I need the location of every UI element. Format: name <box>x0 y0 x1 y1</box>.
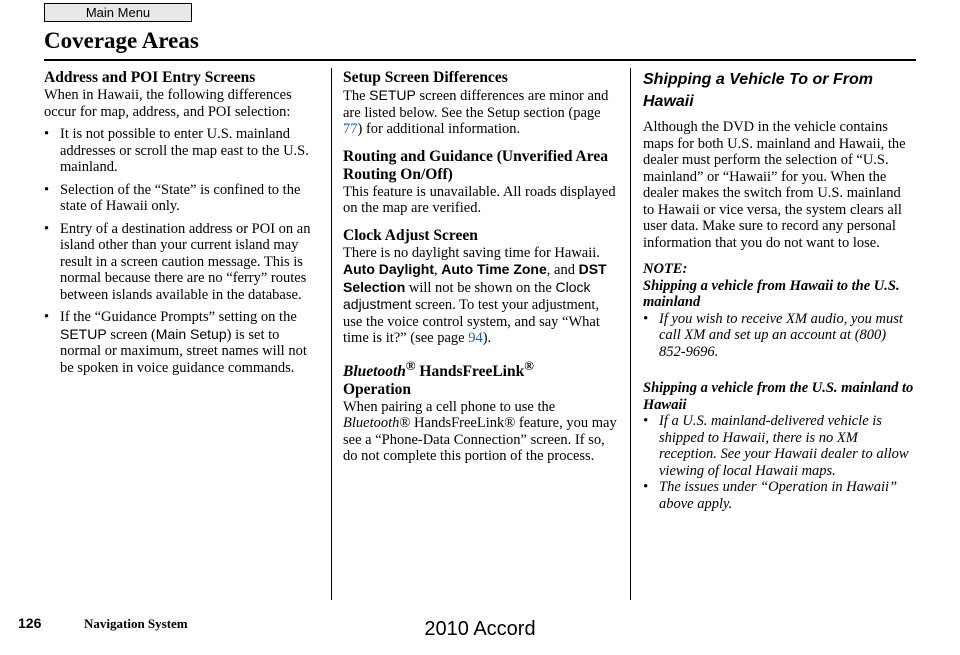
setup-diff-text <box>343 87 618 138</box>
text: , and <box>546 262 579 278</box>
text: The <box>343 88 370 104</box>
section-heading-address-poi: Address and POI Entry Screens <box>44 69 256 86</box>
section-label: Navigation System <box>84 616 188 631</box>
dst-selection-term: DST Selection <box>343 261 607 295</box>
registered-mark: ® <box>524 357 534 373</box>
note-subheading: Shipping a vehicle from Hawaii to the U.S. mainland <box>643 277 900 310</box>
list-item: • Entry of a destination address or POI on an island other than your current island may result in a screen caution message. This is normal because there are no “ferry” routes between islands available in the database. <box>44 221 319 304</box>
auto-daylight-term: Auto Daylight <box>343 261 434 277</box>
note-subheading: Shipping a vehicle from the U.S. mainland to Hawaii <box>643 380 914 413</box>
model-label: 2010 Accord <box>424 618 536 640</box>
auto-time-zone-term: Auto Time Zone <box>441 261 547 277</box>
text: screen. To test your adjustment, use the voice control system, and say “What time is it?” (see page <box>343 297 600 346</box>
clock-adjustment-term: Clock adjustment <box>343 278 591 312</box>
main-menu-button[interactable]: Main Menu <box>44 3 192 22</box>
text: ) is set to normal or maximum, street names will not be spoken in voice guidance commands. <box>60 326 307 376</box>
registered-mark: ® <box>405 357 416 373</box>
page-number: 126 <box>18 615 42 631</box>
text: ). <box>482 330 492 346</box>
text: ) for additional information. <box>357 121 521 137</box>
section-heading-bluetooth <box>343 357 618 399</box>
section-heading-routing: Routing and Guidance (Unverified Area Routing On/Off) <box>343 147 608 183</box>
bluetooth-term: Bluetooth <box>343 362 406 380</box>
text: HandsFreeLink <box>415 362 525 380</box>
text: ® HandsFreeLink® feature, you may see a “Phone-Data Connection” screen. If so, do not complete this portion of the process. <box>343 415 617 465</box>
column-left <box>44 69 319 376</box>
list-item: • If you wish to receive XM audio, you must call XM and set up an account at (800) 852-9696. <box>643 311 915 361</box>
address-poi-list <box>44 126 319 376</box>
page-link-94[interactable]: 94 <box>468 330 483 346</box>
text: will not be shown on the <box>405 279 556 296</box>
page-title: Coverage Areas <box>44 28 199 53</box>
note-list <box>643 311 915 361</box>
routing-text: This feature is unavailable. All roads displayed on the map are verified. <box>343 183 616 216</box>
list-item: • If a U.S. mainland-delivered vehicle is shipped to Hawaii, there is no XM reception. See your Hawaii dealer to allow viewing of local Hawaii maps. <box>643 413 915 479</box>
shipping-text: Although the DVD in the vehicle contains maps for both U.S. mainland and Hawaii, the dealer must perform the selection of “U.S. mainland” or “Hawaii” for you. When the dealer makes the switch from U.S. mainland to Hawaii or vice versa, the system clears all user data. Make sure to record any personal information that you do not want to lose. <box>643 119 906 251</box>
text: screen ( <box>106 326 156 343</box>
bluetooth-text <box>343 399 618 465</box>
list-item <box>44 309 319 376</box>
section-heading-setup-diff: Setup Screen Differences <box>343 69 508 86</box>
text: , <box>434 262 442 278</box>
main-setup-term: Main Setup <box>155 325 227 342</box>
section-heading-clock: Clock Adjust Screen <box>343 226 478 244</box>
list-item: • It is not possible to enter U.S. mainland addresses or scroll the map east to the U.S. mainland. <box>44 126 319 176</box>
note-list <box>643 413 915 512</box>
column-divider-1 <box>331 68 332 600</box>
setup-term: SETUP <box>60 325 107 342</box>
setup-term: SETUP <box>369 87 416 103</box>
title-divider <box>44 59 916 61</box>
column-divider-2 <box>630 68 631 600</box>
column-right <box>643 69 915 512</box>
bluetooth-term: Bluetooth <box>343 415 400 432</box>
text: screen differences are minor and are listed below. See the Setup section (page <box>343 88 609 121</box>
text: When pairing a cell phone to use the <box>343 398 556 415</box>
text: If the “Guidance Prompts” setting on the <box>60 309 297 325</box>
page-link-77[interactable]: 77 <box>343 121 358 137</box>
section-heading-shipping: Shipping a Vehicle To or From Hawaii <box>643 71 873 110</box>
address-poi-intro: When in Hawaii, the following differences occur for map, address, and POI selection: <box>44 87 292 120</box>
text: There is no daylight saving time for Hawaii. <box>343 244 600 261</box>
column-middle <box>343 69 618 465</box>
list-item: • Selection of the “State” is confined to the state of Hawaii only. <box>44 182 319 215</box>
note-label: NOTE: <box>643 261 688 277</box>
clock-text <box>343 245 618 347</box>
text: Operation <box>343 380 412 398</box>
list-item: • The issues under “Operation in Hawaii” above apply. <box>643 479 915 512</box>
